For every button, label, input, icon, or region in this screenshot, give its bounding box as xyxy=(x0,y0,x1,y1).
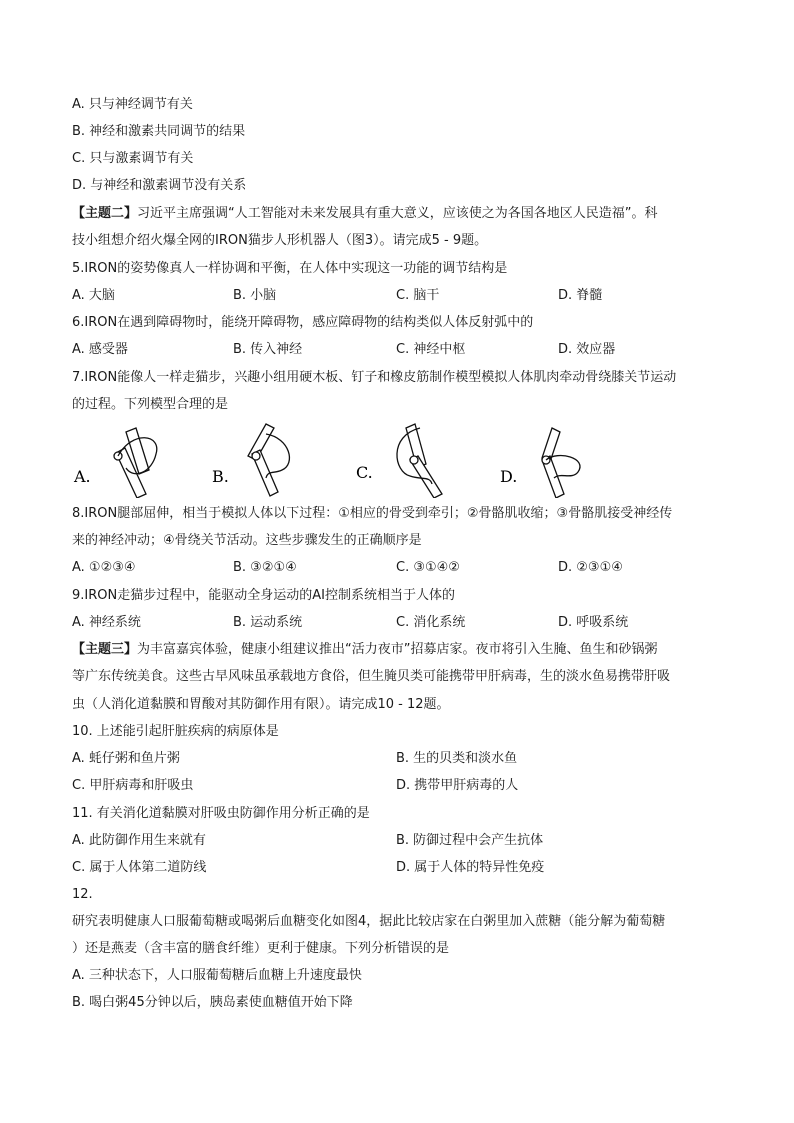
q6-option-a: A. 感受器 xyxy=(72,342,128,357)
model-a-bones xyxy=(116,428,149,498)
q6-option-c: C. 神经中枢 xyxy=(396,342,466,357)
q10-option-d: D. 携带甲肝病毒的人 xyxy=(396,778,519,793)
q6-stem: 6.IRON在遇到障碍物时，能绕开障碍物，感应障碍物的结构类似人体反射弧中的 xyxy=(72,315,534,330)
q12-option-a: A. 三种状态下，人口服葡萄糖后血糖上升速度最快 xyxy=(72,968,362,983)
q4-option-c: C. 只与激素调节有关 xyxy=(72,151,194,166)
joint-models-figure xyxy=(60,420,620,498)
q8-option-a: A. ①②③④ xyxy=(72,560,136,575)
q12-line1: 研究表明健康人口服葡萄糖或喝粥后血糖变化如图4，据此比较店家在白粥里加入蔗糖（能分解为葡萄糖 xyxy=(72,914,666,929)
q9-option-a: A. 神经系统 xyxy=(72,615,141,630)
q5-option-d: D. 脊髓 xyxy=(558,288,603,303)
q12-number: 12. xyxy=(72,887,93,902)
q11-option-b: B. 防御过程中会产生抗体 xyxy=(396,833,544,848)
q8-option-c: C. ③①④② xyxy=(396,560,460,575)
q5-stem: 5.IRON的姿势像真人一样协调和平衡，在人体中实现这一功能的调节结构是 xyxy=(72,261,508,276)
q4-option-d: D. 与神经和激素调节没有关系 xyxy=(72,178,247,193)
q4-option-b: B. 神经和激素共同调节的结果 xyxy=(72,124,246,139)
q5-option-b: B. 小脑 xyxy=(233,288,277,303)
q12-option-b: B. 喝白粥45分钟以后，胰岛素使血糖值开始下降 xyxy=(72,995,353,1010)
q9-stem: 9.IRON走猫步过程中，能驱动全身运动的AI控制系统相当于人体的 xyxy=(72,588,455,603)
model-c xyxy=(356,424,442,498)
model-b-label: B. xyxy=(212,467,229,486)
topic2-text: 习近平主席强调“人工智能对未来发展具有重大意义，应该使之为各国各地区人民造福”。科 xyxy=(137,206,658,221)
q9-option-c: C. 消化系统 xyxy=(396,615,466,630)
model-d xyxy=(500,428,580,498)
topic2-line1 xyxy=(72,205,658,223)
model-a xyxy=(73,428,157,498)
q8-line1: 8.IRON腿部屈伸，相当于模拟人体以下过程：①相应的骨受到牵引；②骨骼肌收缩；③骨骼肌接受神经传 xyxy=(72,506,673,521)
q6-option-d: D. 效应器 xyxy=(558,342,616,357)
model-d-label: D. xyxy=(500,467,518,486)
q10-option-a: A. 蚝仔粥和鱼片粥 xyxy=(72,751,180,766)
topic2-tag: 【主题二】 xyxy=(72,206,138,221)
q10-option-b: B. 生的贝类和淡水鱼 xyxy=(396,751,518,766)
q8-line2: 来的神经冲动；④骨绕关节活动。这些步骤发生的正确顺序是 xyxy=(72,533,422,548)
q10-option-c: C. 甲肝病毒和肝吸虫 xyxy=(72,778,194,793)
model-b-joint-nail xyxy=(252,452,260,460)
q6-option-b: B. 传入神经 xyxy=(233,342,303,357)
model-c-joint-nail xyxy=(410,456,418,464)
q12-line2: ）还是燕麦（含丰富的膳食纤维）更利于健康。下列分析错误的是 xyxy=(72,941,450,956)
q7-line2: 的过程。下列模型合理的是 xyxy=(72,397,229,412)
q10-stem: 10. 上述能引起肝脏疾病的病原体是 xyxy=(72,724,279,739)
q5-option-a: A. 大脑 xyxy=(72,288,115,303)
q8-option-b: B. ③②①④ xyxy=(233,560,297,575)
model-c-label: C. xyxy=(356,463,373,482)
q7-line1: 7.IRON能像人一样走猫步，兴趣小组用硬木板、钉子和橡皮筋制作模型模拟人体肌肉牵动骨绕膝关节运动 xyxy=(72,370,677,385)
model-b xyxy=(212,424,289,496)
q9-option-d: D. 呼吸系统 xyxy=(558,615,629,630)
topic3-text: 为丰富嘉宾体验，健康小组建议推出“活力夜市”招募店家。夜市将引入生腌、鱼生和砂锅粥 xyxy=(137,642,658,657)
topic2-line2: 技小组想介绍火爆全网的IRON猫步人形机器人（图3）。请完成5 - 9题。 xyxy=(72,233,488,248)
topic3-line1 xyxy=(72,641,658,659)
q9-option-b: B. 运动系统 xyxy=(233,615,303,630)
q5-option-c: C. 脑干 xyxy=(396,288,440,303)
model-a-label: A. xyxy=(74,467,91,486)
q11-stem: 11. 有关消化道黏膜对肝吸虫防御作用分析正确的是 xyxy=(72,806,370,821)
q11-option-c: C. 属于人体第二道防线 xyxy=(72,860,207,875)
topic3-line2: 等广东传统美食。这些古早风味虽承载地方食俗，但生腌贝类可能携带甲肝病毒，生的淡水鱼易携带肝吸 xyxy=(72,669,671,684)
q4-option-a: A. 只与神经调节有关 xyxy=(72,97,193,112)
q8-option-d: D. ②③①④ xyxy=(558,560,623,575)
topic3-line3: 虫（人消化道黏膜和胃酸对其防御作用有限）。请完成10 - 12题。 xyxy=(72,697,450,712)
q11-option-d: D. 属于人体的特异性免疫 xyxy=(396,860,545,875)
topic3-tag: 【主题三】 xyxy=(72,642,138,657)
q11-option-a: A. 此防御作用生来就有 xyxy=(72,833,206,848)
